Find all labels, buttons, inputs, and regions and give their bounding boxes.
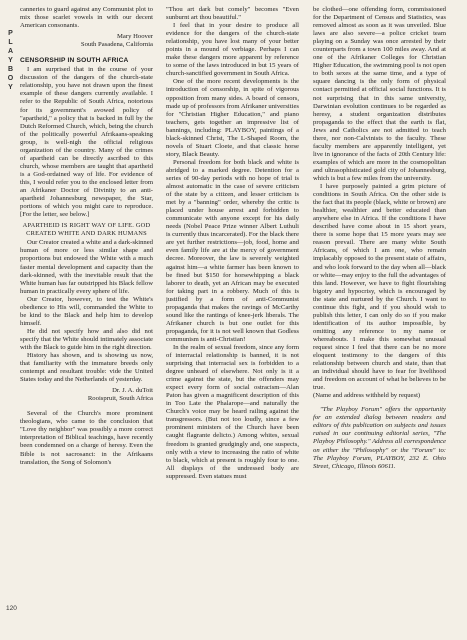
page-number: 120 [6,605,17,612]
column-2 [166,6,299,626]
signature-place: South Pasadena, California [80,41,153,49]
signature-block [20,387,153,403]
paragraph: He did not specify how and also did not specify that the White should intimately associate with the Black to guide him in the right direction. [20,327,153,351]
forum-note [313,406,446,470]
column-1 [20,6,153,626]
paragraph: Several of the Church's more prominent theologians, who came to the conclusion that "Love thy neighbor" was possibly a more correct interpretation of Biblical teachings, have recently been condemned on a charge of heresy. Even the Bible is not sacrosanct: in the Afrikaans translation, the Song of Solomon's [20,410,153,466]
paragraph: History has shown, and is showing us now, that familiarity with the immature breeds only contempt and resultant trouble: vide the United States today and the Netherlands of yesterday. [20,352,153,384]
quoted-letter-heading: APARTHEID IS RIGHT WAY OF LIFE. GOD CREATED WHITE AND DARK HUMANS [22,222,151,237]
paragraph: In the realm of sexual freedom, since any form of interracial relationship is banned, it is not surprising that interracial sex is forbidden to a degree unheard of elsewhere. Not only is it a crime against the state, but the offenders may expect every form of social ostracism—Alan Paton has given a magnificent description of this in Too Late the Phalarope—and naturally the Church's voice may be heard railing against the transgressors. (But not too loudly, since a few prominent ministers of the Church have been caught flagrante delicto.) Among whites, sexual freedom is granted grudgingly and, one suspects, only with a view to increasing the ratio of white to black, which at present is roughly four to one. All displays of the undressed body are suppressed. Even statues must [166,343,299,480]
paragraph: Our Creator, however, to test the White's obedience to His will, commanded the White to be kind to the Black and help him to develop himself. [20,295,153,327]
signature-name: Dr. J. A. duToit [112,387,153,395]
section-heading: CENSORSHIP IN SOUTH AFRICA [20,57,129,65]
signature-block [20,33,153,49]
signature-name: Mary Hoover [117,33,153,41]
forum-note-text: "The Playboy Forum" offers the opportunity for an extended dialog between readers and editors of this publication on subjects and issues raised in our continuing editorial series, "The Playboy Philosophy." Address all correspondence on either the "Philosophy" or the "Forum" to: The Playboy Forum, PLAYBOY, 232 E. Ohio Street, Chicago, Illinois 60611. [313,406,446,470]
paragraph: I feel that in your desire to produce all evidence for the dangers of the church-state relationship, you have lost many of your better points in a mound of verbiage. Perhaps I can make these dangers more apparent by reference to some of the laws introduced in but 15 years of church-sanctified government in South Africa. [166,22,299,78]
paragraph: One of the more recent developments is the introduction of censorship, in spite of vigorous opposition from many sides. A board of censors, made up of professors from Afrikaner universities for "Christian Higher Education," and piano teachers, gets together an impressive list of bannings, including: PLAYBOY, paintings of a black-skinned Christ, The L-Shaped Room, the novels of Stuart Cloete, and that classic horse story, Black Beauty. [166,78,299,158]
paragraph: Personal freedom for both black and white is abridged to a marked degree. Detention for a series of 90-day periods with no hope of trial is almost automatic in the case of severe criticism of the state by a citizen, and lesser criticism is met by a "banning" order, whereby the critic is placed under house arrest and forbidden to communicate with anyone except for his daily needs (Nobel Peace Prize winner Albert Luthuli is currently thus incarcerated). For the black there are yet further restrictions—job, food, home and even family life are at the mercy of government decree. Moreover, the law is severely weighted against him—a white farmer has been known to be fined but $150 for horsewhipping a black laborer to death, yet an African may be executed for taking part in a robbery. Much of this is justified by a form of anti-Communist propaganda that makes the ravings of McCarthy sound like the rantings of knee-jerk liberals. The Afrikaner church is but one outlet for this propaganda, for it is not well known that Godless communism is anti-Christian! [166,158,299,343]
paragraph: be clothed—one offending form, commissioned for the Department of Census and Statistics, was removed almost as soon as it was unveiled. Blue laws are also severe—a police cricket team playing on a Sunday was once arrested by their counterparts from a town 100 miles away. And at one of the Afrikaner Colleges for Christian Higher Education, the swimming pool is not open to both sexes at the same time, and a type of square dancing is the only form of physical contact permitted at official social functions. It is not surprising that in this same university, Darwinian evolution continues to be regarded as heresy, a student organization distributes propaganda to the effect that the earth is flat, Jews and Catholics are not admitted to teach there, nor non-Calvinists to the faculty. These faculty members are apparently intelligent, yet live in ignorance of the facts of 20th Century life: examples of which are more in the cosmopolitan and ultrasophisticated gold city of Johannesburg, which is but a few miles from the university. [313,6,446,182]
magazine-spine-title: PLAYBOY [7,30,14,93]
paragraph: Our Creator created a white and a dark-skinned human of more or less similar shape and proportions but endowed the White with a much faster mental development and capacity than the dark-skinned, with the inevitable result that the White human has far outstripped his Black fellow human in practically every sphere of life. [20,239,153,295]
paragraph: "Thou art dark but comely" becomes "Even sunburnt art thou beautiful." [166,6,299,22]
paragraph: I have purposely painted a grim picture of conditions in South Africa. On the other side is the fact that its people (black, white or brown) are healthier, wealthier and better educated than anywhere else in Africa. If the conditions I have described have come about in 15 short years, there is some hope that 15 more years may see reason prevail. There are many white South Africans, of which I am one, who remain implacably opposed to the present state of affairs, and who look forward to the day when all—black or white—may enjoy to the full the advantages of this land. However, we have to fight flourishing bigotry and hypocrisy, which is encouraged by the state and nurtured by the Church. I want to continue this fight, and if you should wish to publish this letter, I can only do so if you make identification of its author impossible, by omitting any reference to my name or whereabouts. I make this somewhat unusual request since I feel that there can be no more eloquent testimony to the dangers of this relationship between church and state, than that an individual should have to fear for livelihood and freedom on account of what he believes to be true. [313,183,446,392]
paragraph: I am surprised that in the course of your discussion of the dangers of the church-state relationship, you have not drawn upon the finest example of these dangers currently available. I refer to the Republic of South Africa, notorious for its government's avowed policy of "apartheid," a policy that is backed in full by the Dutch Reformed Church, which, being the church of the politically powerful Afrikaans-speaking group, is well-nigh the official religious organization of the country. Many of the crimes of apartheid can be directly ascribed to this church, whose members are taught that apartheid is a God-ordained way of life. For evidence of this, I would refer you to the enclosed letter from an Afrikaner Doctor of Divinity to an anti-apartheid Johannesburg newspaper, the Star, portions of which you might care to reproduce. [For the letter, see below.] [20,66,153,219]
signature-place: Rooispruit, South Africa [87,395,153,403]
column-3 [313,6,446,626]
withheld-signature: (Name and address withheld by request) [313,392,421,400]
paragraph: canneries to guard against any Communist plot to mix those scarlet vowels in with our decent American consonants. [20,6,153,30]
